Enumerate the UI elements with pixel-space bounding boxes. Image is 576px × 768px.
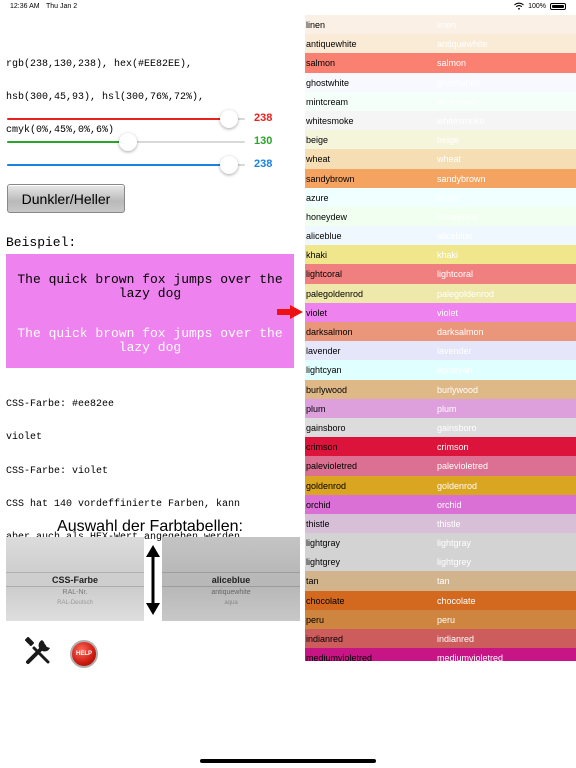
color-code-line-rgb-hex: rgb(238,130,238), hex(#EE82EE), [6, 59, 193, 70]
color-row-wheat[interactable] [305, 149, 576, 168]
green-slider-thumb[interactable] [119, 133, 137, 151]
color-row-whitesmoke[interactable] [305, 111, 576, 130]
color-row-aliceblue[interactable] [305, 226, 576, 245]
color-row-label-light: lightcyan [437, 365, 473, 376]
color-row-label-dark: lightcyan [306, 365, 342, 376]
red-value: 238 [254, 112, 273, 124]
status-right [514, 2, 566, 10]
color-row-label-dark: salmon [306, 58, 336, 69]
blue-slider[interactable] [7, 155, 245, 175]
color-row-palegoldenrod[interactable] [305, 284, 576, 303]
table-selection-title: Auswahl der Farbtabellen: [57, 518, 243, 535]
color-row-label-light: crimson [437, 442, 469, 453]
css-note-line-2: CSS hat 140 vordeffinierte Farben, kann [6, 499, 241, 510]
color-row-label-light: chocolate [437, 595, 476, 606]
color-row-label-light: azure [437, 192, 460, 203]
color-row-label-light: peru [437, 614, 456, 625]
color-row-label-dark: beige [306, 135, 329, 146]
color-row-label-dark: lightgrey [306, 557, 341, 568]
color-row-honeydew[interactable] [305, 207, 576, 226]
color-row-label-light: lightgray [437, 538, 472, 549]
color-row-mediumvioletred[interactable] [305, 648, 576, 661]
color-code-line-cmyk: cmyk(0%,45%,0%,6%) [6, 125, 115, 136]
color-row-label-light: lightcoral [437, 269, 474, 280]
color-row-label-light: khaki [437, 250, 459, 261]
color-row-label-light: sandybrown [437, 173, 486, 184]
color-row-label-light: orchid [437, 499, 462, 510]
red-slider-fill [7, 118, 229, 120]
color-row-label-light: thistle [437, 518, 461, 529]
color-row-darksalmon[interactable] [305, 322, 576, 341]
color-row-label-light: violet [437, 307, 459, 318]
blue-slider-thumb[interactable] [220, 156, 238, 174]
css-color-list[interactable] [305, 15, 576, 661]
color-row-label-light: tan [437, 576, 450, 587]
color-row-violet[interactable] [305, 303, 576, 322]
color-row-beige[interactable] [305, 130, 576, 149]
color-row-label-light: mediumvioletred [437, 653, 504, 661]
color-row-label-light: salmon [437, 58, 467, 69]
picker-item[interactable]: aqua [224, 600, 238, 606]
help-label: HELP [75, 651, 92, 657]
color-row-label-dark: wheat [306, 154, 331, 165]
blue-value: 238 [254, 158, 273, 170]
tools-icon[interactable] [22, 636, 54, 668]
picker-item[interactable]: RAL-Nr. [62, 589, 88, 596]
color-row-label-dark: sandybrown [306, 173, 355, 184]
color-row-label-light: linen [437, 20, 457, 30]
color-row-ghostwhite[interactable] [305, 73, 576, 92]
sample-text-black: The quick brown fox jumps over the lazy dog [17, 272, 283, 301]
color-row-label-dark: gainsboro [306, 422, 346, 433]
color-row-chocolate[interactable] [305, 591, 576, 610]
color-row-tan[interactable] [305, 571, 576, 590]
color-row-label-dark: peru [306, 614, 325, 625]
picker-line-top [6, 572, 144, 573]
color-row-burlywood[interactable] [305, 380, 576, 399]
color-row-label-light: honeydew [437, 211, 479, 222]
color-row-label-dark: crimson [306, 442, 338, 453]
color-row-label-dark: palegoldenrod [306, 288, 364, 299]
color-row-label-light: burlywood [437, 384, 479, 395]
color-row-label-light: palevioletred [437, 461, 489, 472]
color-row-label-light: aliceblue [437, 231, 473, 242]
color-row-label-dark: aliceblue [306, 231, 342, 242]
color-row-label-light: indianred [437, 634, 475, 644]
color-row-sandybrown[interactable] [305, 169, 576, 188]
color-row-label-dark: indianred [306, 634, 344, 644]
color-row-label-dark: chocolate [306, 595, 345, 606]
color-row-label-dark: goldenrod [306, 480, 347, 491]
color-row-label-dark: whitesmoke [306, 115, 354, 126]
color-row-label-dark: azure [306, 192, 329, 203]
color-row-lightgray[interactable] [305, 533, 576, 552]
color-row-label-light: beige [437, 135, 460, 146]
color-row-label-light: palegoldenrod [437, 288, 495, 299]
status-date: Thu Jan 2 [46, 3, 78, 10]
css-color-name: violet [6, 432, 43, 443]
status-time: 12:36 AM [10, 3, 40, 10]
color-row-label-dark: plum [306, 403, 326, 414]
color-row-label-dark: mediumvioletred [306, 653, 373, 661]
color-row-lightgrey[interactable] [305, 552, 576, 571]
color-code-line-hsb-hsl: hsb(300,45,93), hsl(300,76%,72%), [6, 92, 205, 103]
picker-item[interactable]: RAL-Deutsch [57, 600, 93, 606]
home-indicator [200, 759, 376, 763]
color-row-label-dark: mintcream [306, 96, 349, 107]
color-row-label-light: lavender [437, 346, 472, 357]
color-name-picker[interactable] [162, 537, 300, 621]
help-icon[interactable] [70, 640, 98, 668]
color-row-label-dark: tan [306, 576, 319, 587]
color-row-khaki[interactable] [305, 245, 576, 264]
color-row-label-dark: khaki [306, 250, 328, 261]
sample-text-white: The quick brown fox jumps over the lazy dog [17, 326, 283, 355]
red-slider-thumb[interactable] [220, 110, 238, 128]
color-row-label-light: mintcream [437, 96, 480, 107]
up-down-arrow-icon [145, 545, 161, 615]
color-row-crimson[interactable] [305, 437, 576, 456]
color-row-label-dark: honeydew [306, 211, 348, 222]
color-row-indianred[interactable] [305, 629, 576, 648]
sample-preview [6, 254, 294, 368]
blue-slider-fill [7, 164, 229, 166]
color-row-label-dark: ghostwhite [306, 77, 350, 88]
color-row-label-light: gainsboro [437, 422, 477, 433]
color-row-label-dark: linen [306, 20, 326, 30]
color-row-label-light: whitesmoke [437, 115, 485, 126]
color-row-goldenrod[interactable] [305, 476, 576, 495]
color-row-lightcoral[interactable] [305, 264, 576, 283]
red-arrow-pointer-icon [277, 305, 303, 319]
color-codes [6, 37, 204, 147]
color-row-label-light: plum [437, 403, 457, 414]
color-row-lavender[interactable] [305, 341, 576, 360]
color-row-label-dark: orchid [306, 499, 331, 510]
darker-lighter-button[interactable]: Dunkler/Heller [7, 184, 125, 213]
status-bar [0, 0, 576, 14]
color-row-thistle[interactable] [305, 514, 576, 533]
color-row-label-light: ghostwhite [437, 77, 481, 88]
picker-line-bottom [162, 586, 300, 587]
color-row-palevioletred[interactable] [305, 456, 576, 475]
color-row-salmon[interactable] [305, 53, 576, 72]
color-row-peru[interactable] [305, 610, 576, 629]
green-slider[interactable] [7, 132, 245, 152]
color-row-label-light: antiquewhite [437, 39, 488, 50]
color-row-label-light: goldenrod [437, 480, 478, 491]
green-slider-fill [7, 141, 128, 143]
picker-line-top [162, 572, 300, 573]
color-row-label-dark: darksalmon [306, 327, 353, 337]
color-row-gainsboro[interactable] [305, 418, 576, 437]
red-slider[interactable] [7, 109, 245, 129]
wifi-icon [514, 2, 524, 10]
picker-selected-item[interactable]: CSS-Farbe [51, 575, 98, 585]
color-row-label-dark: palevioletred [306, 461, 358, 472]
color-row-plum[interactable] [305, 399, 576, 418]
color-row-azure[interactable] [305, 188, 576, 207]
color-row-linen[interactable] [305, 15, 576, 34]
color-row-label-dark: violet [306, 307, 328, 318]
color-row-label-dark: thistle [306, 518, 330, 529]
picker-selected-item[interactable]: aliceblue [211, 575, 251, 585]
color-row-lightcyan[interactable] [305, 360, 576, 379]
css-color-info [6, 377, 114, 454]
color-row-label-dark: lightcoral [306, 269, 343, 280]
color-row-label-dark: lavender [306, 346, 341, 357]
color-row-label-dark: lightgray [306, 538, 341, 549]
color-row-label-dark: burlywood [306, 384, 348, 395]
battery-icon [550, 3, 566, 10]
battery-percent: 100% [528, 2, 546, 10]
color-row-mintcream[interactable] [305, 92, 576, 111]
color-row-label-dark: antiquewhite [306, 39, 357, 50]
color-row-label-light: wheat [437, 154, 462, 165]
example-heading: Beispiel: [6, 235, 77, 250]
color-row-orchid[interactable] [305, 495, 576, 514]
color-row-antiquewhite[interactable] [305, 34, 576, 53]
table-type-picker[interactable] [6, 537, 144, 621]
color-row-label-light: lightgrey [437, 557, 472, 568]
css-note-line-1: CSS-Farbe: violet [6, 466, 109, 477]
picker-item[interactable]: antiquewhite [211, 589, 251, 596]
picker-line-bottom [6, 586, 144, 587]
green-value: 130 [254, 135, 273, 147]
color-row-label-light: darksalmon [437, 327, 484, 337]
css-color-hex: CSS-Farbe: #ee82ee [6, 399, 115, 410]
